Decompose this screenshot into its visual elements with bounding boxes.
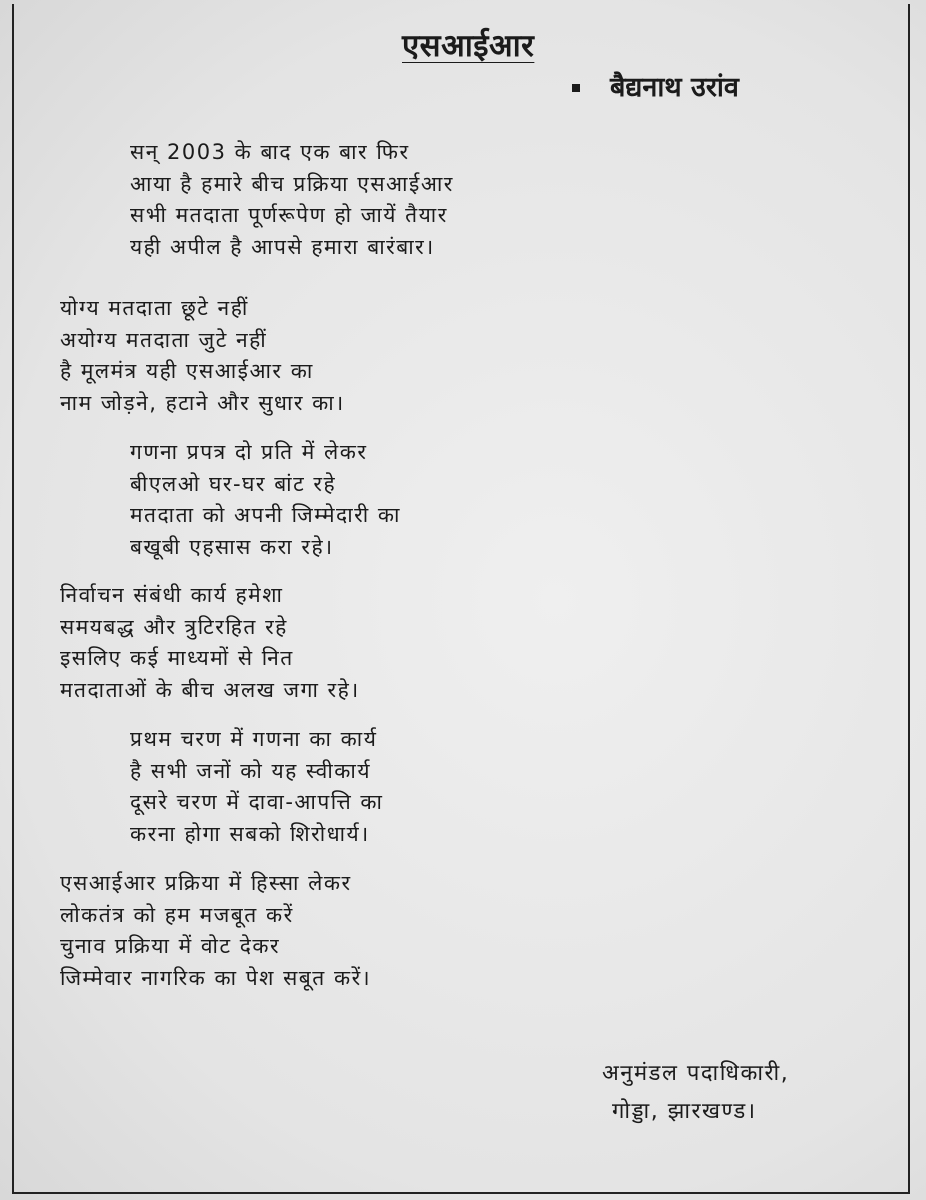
poem-line: जिम्मेवार नागरिक का पेश सबूत करें। [60, 965, 372, 990]
signature-designation: अनुमंडल पदाधिकारी, [602, 1061, 790, 1086]
stanza-4 [60, 580, 360, 706]
poem-title: एसआईआर [402, 28, 535, 64]
poem-line: एसआईआर प्रक्रिया में हिस्सा लेकर [60, 871, 352, 895]
stanza-6 [60, 868, 371, 994]
poem-line: बखूबी एहसास करा रहे। [130, 534, 334, 559]
poem-line: गणना प्रपत्र दो प्रति में लेकर [130, 440, 368, 464]
poem-line: मतदाताओं के बीच अलख जगा रहे। [60, 677, 360, 702]
poem-line: मतदाता को अपनी जिम्मेदारी का [130, 503, 401, 527]
stanza-2 [60, 293, 345, 419]
poem-line: अयोग्य मतदाता जुटे नहीं [60, 327, 268, 352]
poem-line: दूसरे चरण में दावा-आपत्ति का [130, 790, 384, 814]
poem-line: इसलिए कई माध्यमों से नित [60, 646, 294, 670]
poem-line: चुनाव प्रक्रिया में वोट देकर [60, 934, 281, 958]
poem-line: बीएलओ घर-घर बांट रहे [130, 471, 337, 496]
poem-line: आया है हमारे बीच प्रक्रिया एसआईआर [130, 171, 454, 196]
stanza-5 [130, 724, 384, 850]
author-byline [572, 70, 739, 106]
bullet-icon [572, 84, 580, 92]
poem-line: सन् 2003 के बाद एक बार फिर [130, 140, 410, 164]
poem-line: यही अपील है आपसे हमारा बारंबार। [130, 234, 435, 259]
signature-block [602, 1055, 789, 1131]
poem-line: है मूलमंत्र यही एसआईआर का [60, 359, 314, 383]
poem-line: प्रथम चरण में गणना का कार्य [130, 727, 378, 751]
poem-line: है सभी जनों को यह स्वीकार्य [130, 758, 372, 783]
stanza-3 [130, 437, 401, 563]
poem-line: नाम जोड़ने, हटाने और सुधार का। [60, 390, 345, 415]
poem-line: योग्य मतदाता छूटे नहीं [60, 296, 249, 320]
poem-line: समयबद्ध और त्रुटिरहित रहे [60, 614, 288, 639]
poem-line: सभी मतदाता पूर्णरूपेण हो जायें तैयार [130, 203, 448, 227]
author-name: बैद्यनाथ उरांव [610, 72, 739, 103]
poem-line: लोकतंत्र को हम मजबूत करें [60, 902, 294, 927]
stanza-1 [130, 137, 454, 263]
poem-line: करना होगा सबको शिरोधार्य। [130, 821, 370, 846]
signature-location: गोड्डा, झारखण्ड। [612, 1099, 757, 1124]
poem-line: निर्वाचन संबंधी कार्य हमेशा [60, 583, 284, 607]
